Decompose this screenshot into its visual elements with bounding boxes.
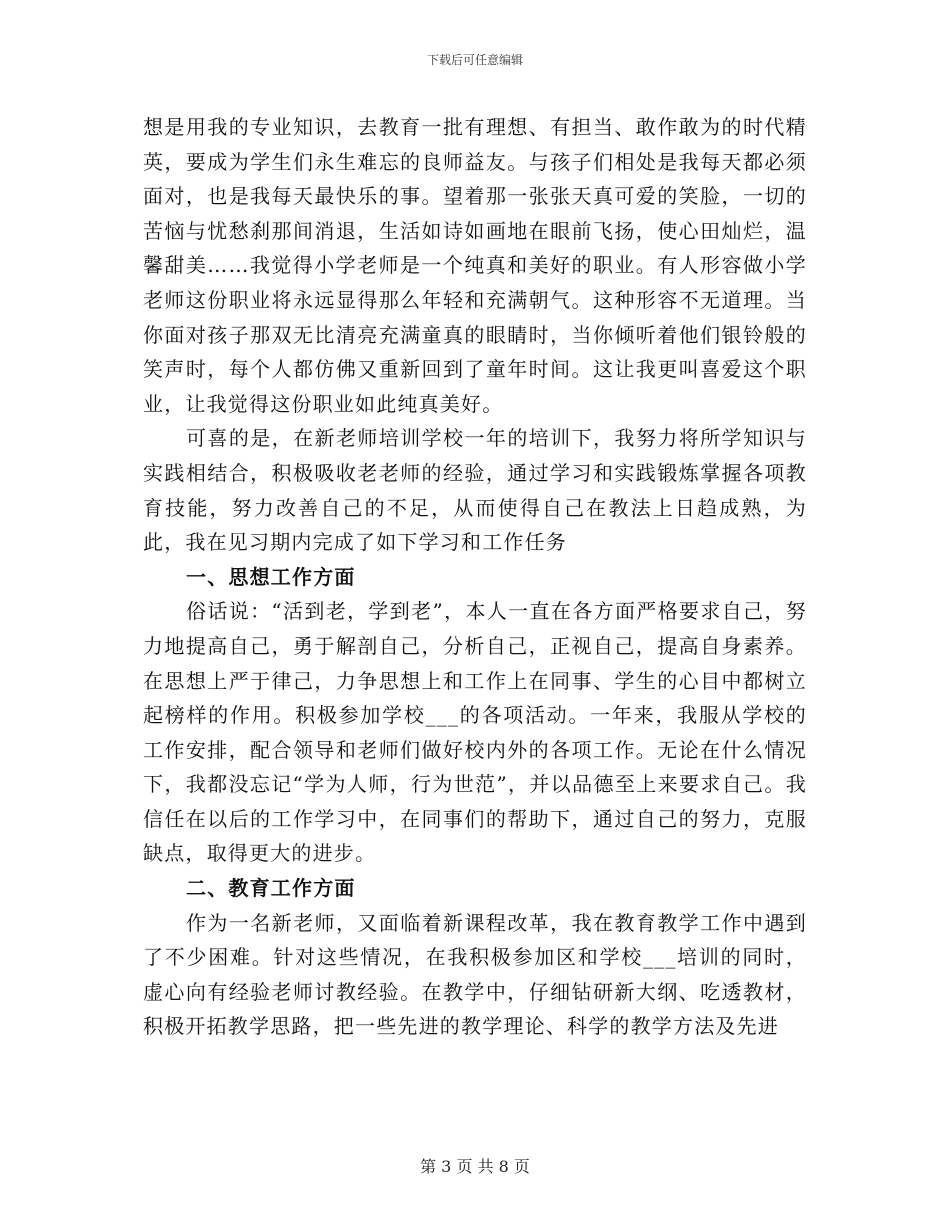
paragraph-training-summary: 可喜的是，在新老师培训学校一年的培训下，我努力将所学知识与实践相结合，积极吸收老老师的经验，通过学习和实践锻炼掌握各项教育技能，努力改善自己的不足，从而使得自己在教法上日趋成熟，为此，我在见习期内完成了如下学习和工作任务 bbox=[143, 426, 807, 555]
document-body bbox=[143, 110, 807, 1044]
page-header-note: 下载后可任意编辑 bbox=[426, 53, 523, 67]
section-heading-ideology: 一、思想工作方面 bbox=[186, 564, 356, 589]
section-heading-education: 二、教育工作方面 bbox=[186, 876, 356, 901]
paragraph-continuation: 想是用我的专业知识，去教育一批有理想、有担当、敢作敢为的时代精英，要成为学生们永生难忘的良师益友。与孩子们相处是我每天都必须面对，也是我每天最快乐的事。望着那一张张天真可爱的笑脸，一切的苦恼与忧愁刹那间消退，生活如诗如画地在眼前飞扬，使心田灿烂，温馨甜美……我觉得小学老师是一个纯真和美好的职业。有人形容做小学老师这份职业将永远显得那么年轻和充满朝气。这种形容不无道理。当你面对孩子那双无比清亮充满童真的眼睛时，当你倾听着他们银铃般的笑声时，每个人都仿佛又重新回到了童年时间。这让我更叫喜爱这个职业，让我觉得这份职业如此纯真美好。 bbox=[143, 115, 807, 416]
page-number-footer: 第 3 页 共 8 页 bbox=[420, 1157, 530, 1176]
paragraph-ideology: 俗话说：“活到老，学到老”，本人一直在各方面严格要求自己，努力地提高自己，勇于解剖自己，分析自己，正视自己，提高自身素养。在思想上严于律己，力争思想上和工作上在同事、学生的心目中都树立起榜样的作用。积极参加学校___的各项活动。一年来，我服从学校的工作安排，配合领导和老师们做好校内外的各项工作。无论在什么情况下，我都没忘记“学为人师，行为世范”，并以品德至上来要求自己。我信任在以后的工作学习中，在同事们的帮助下，通过自己的努力，克服缺点，取得更大的进步。 bbox=[143, 599, 807, 866]
paragraph-education: 作为一名新老师，又面临着新课程改革，我在教育教学工作中遇到了不少困难。针对这些情况，在我积极参加区和学校___培训的同时，虚心向有经验老师讨教经验。在教学中，仔细钻研新大纲、吃透教材，积极开拓教学思路，把一些先进的教学理论、科学的教学方法及先进 bbox=[143, 910, 807, 1039]
